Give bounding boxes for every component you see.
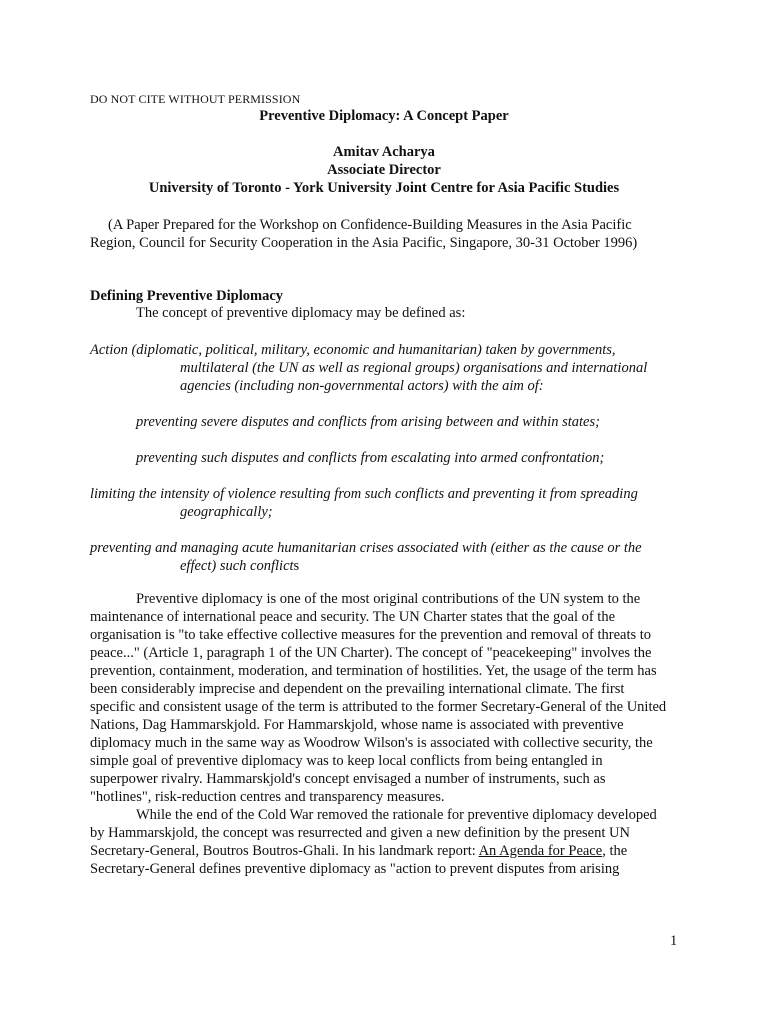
paragraph-line: specific and consistent usage of the term is attributed to the former Secretary-General of the United bbox=[90, 699, 667, 715]
paragraph-1 bbox=[90, 590, 690, 806]
aim-item-1: preventing severe disputes and conflicts from arising between and within states; bbox=[136, 414, 600, 430]
prepared-line-2: Region, Council for Security Cooperation in the Asia Pacific, Singapore, 30-31 October 1996) bbox=[90, 235, 638, 251]
paragraph-line: simple goal of preventive diplomacy was to keep local conflicts from being entangled in bbox=[90, 753, 603, 769]
paragraph-line: "hotlines", risk-reduction centres and transparency measures. bbox=[90, 789, 445, 805]
definition-line-1: Action (diplomatic, political, military, economic and humanitarian) taken by governments, bbox=[90, 342, 616, 358]
definition-block bbox=[90, 341, 690, 395]
line-text-before-link: Secretary-General, Boutros Boutros-Ghali. In his landmark report: bbox=[90, 843, 479, 859]
line-text-after-link: , the bbox=[602, 843, 628, 859]
author-role: Associate Director bbox=[327, 162, 441, 178]
author-name: Amitav Acharya bbox=[333, 144, 435, 160]
section-heading: Defining Preventive Diplomacy bbox=[90, 288, 284, 304]
paragraph-line: by Hammarskjold, the concept was resurrected and given a new definition by the present UN bbox=[90, 825, 630, 841]
paragraph-line: While the end of the Cold War removed the rationale for preventive diplomacy developed bbox=[136, 807, 657, 823]
aim-4-line-2-text: effect) such conflict bbox=[180, 558, 294, 574]
page-number: 1 bbox=[670, 933, 678, 949]
paragraph-line: maintenance of international peace and security. The UN Charter states that the goal of the bbox=[90, 609, 616, 625]
aim-4-line-2 bbox=[90, 557, 690, 575]
section-intro: The concept of preventive diplomacy may be defined as: bbox=[136, 305, 466, 321]
aim-item-2: preventing such disputes and conflicts from escalating into armed confrontation; bbox=[136, 450, 605, 466]
aim-3-line-1: limiting the intensity of violence resulting from such conflicts and preventing it from spreading bbox=[90, 486, 638, 502]
citation-notice: DO NOT CITE WITHOUT PERMISSION bbox=[90, 92, 301, 106]
aim-item-3 bbox=[90, 485, 690, 521]
prepared-for-note bbox=[90, 216, 690, 252]
paragraph-line: prevention, containment, moderation, and termination of hostilities. Yet, the usage of the term has bbox=[90, 663, 657, 679]
paragraph-line: been considerably imprecise and dependent on the prevailing international climate. The first bbox=[90, 681, 625, 697]
author-institution: University of Toronto - York University Joint Centre for Asia Pacific Studies bbox=[148, 180, 620, 196]
prepared-line-1: (A Paper Prepared for the Workshop on Confidence-Building Measures in the Asia Pacific bbox=[108, 217, 632, 233]
paragraph-line: peace..." (Article 1, paragraph 1 of the UN Charter). The concept of "peacekeeping" involves the bbox=[90, 645, 652, 661]
paragraph-line: Preventive diplomacy is one of the most original contributions of the UN system to the bbox=[136, 591, 641, 607]
definition-line-3: agencies (including non-governmental actors) with the aim of: bbox=[180, 378, 544, 394]
aim-4-line-1: preventing and managing acute humanitarian crises associated with (either as the cause or the bbox=[90, 540, 642, 556]
paragraph-line: diplomacy much in the same way as Woodrow Wilson's is associated with collective security, the bbox=[90, 735, 653, 751]
paragraph-line bbox=[90, 842, 690, 860]
aim-3-line-2: geographically; bbox=[180, 504, 273, 520]
paragraph-2 bbox=[90, 806, 690, 878]
aim-item-4 bbox=[90, 539, 690, 575]
paragraph-line: organisation is "to take effective collective measures for the prevention and removal of threats to bbox=[90, 627, 652, 643]
paragraph-line: superpower rivalry. Hammarskjold's concept envisaged a number of instruments, such as bbox=[90, 771, 606, 787]
agenda-for-peace-title: An Agenda for Peace bbox=[478, 843, 603, 859]
paragraph-line: Nations, Dag Hammarskjold. For Hammarskjold, whose name is associated with preventive bbox=[90, 717, 624, 733]
paper-title: Preventive Diplomacy: A Concept Paper bbox=[259, 108, 509, 124]
definition-line-2: multilateral (the UN as well as regional groups) organisations and international bbox=[180, 360, 648, 376]
paragraph-line: Secretary-General defines preventive diplomacy as "action to prevent disputes from arising bbox=[90, 861, 620, 877]
aim-4-line-2-suffix: s bbox=[293, 558, 300, 574]
